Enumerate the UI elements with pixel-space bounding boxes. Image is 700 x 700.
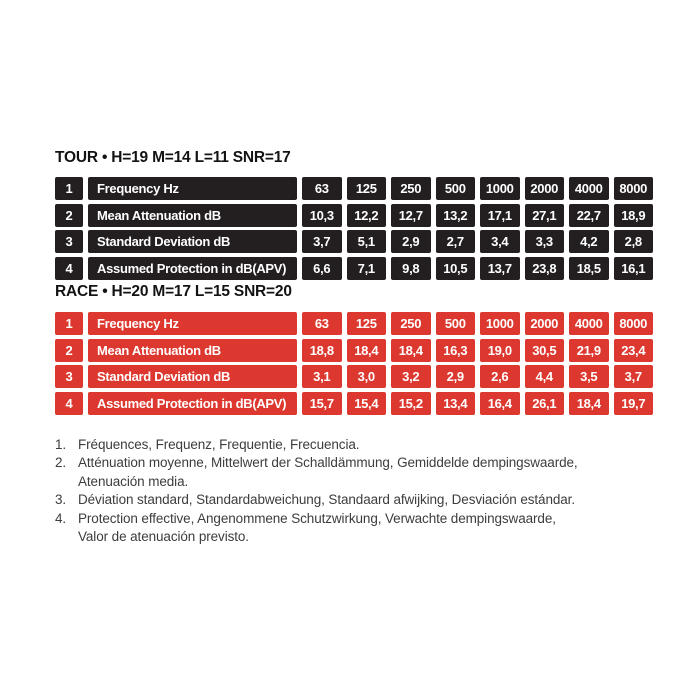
value-cell: 27,1	[525, 204, 565, 227]
table-row	[55, 365, 653, 388]
footnote	[55, 454, 653, 491]
table-row	[55, 204, 653, 227]
value-cell: 16,1	[614, 257, 654, 280]
value-cell: 10,5	[436, 257, 476, 280]
row-label-cell: Frequency Hz	[88, 177, 297, 200]
value-cell: 15,4	[347, 392, 387, 415]
value-cell: 18,4	[569, 392, 609, 415]
row-number-cell: 1	[55, 312, 83, 335]
value-cell: 125	[347, 177, 387, 200]
value-cell: 4000	[569, 312, 609, 335]
value-cell: 18,5	[569, 257, 609, 280]
value-cell: 2,7	[436, 230, 476, 253]
row-label-cell: Assumed Protection in dB(APV)	[88, 392, 297, 415]
row-number-cell: 2	[55, 204, 83, 227]
value-cell: 3,0	[347, 365, 387, 388]
value-cell: 18,8	[302, 339, 342, 362]
value-cell: 19,0	[480, 339, 520, 362]
value-cell: 2,8	[614, 230, 654, 253]
value-cell: 3,7	[302, 230, 342, 253]
value-cell: 63	[302, 312, 342, 335]
value-cell: 15,7	[302, 392, 342, 415]
footnote-number: 4.	[55, 510, 67, 526]
value-cell: 9,8	[391, 257, 431, 280]
row-label-cell: Standard Deviation dB	[88, 230, 297, 253]
value-cell: 8000	[614, 177, 654, 200]
value-cell: 250	[391, 177, 431, 200]
footnote-text: Fréquences, Frequenz, Frequentie, Frecuencia.	[78, 437, 360, 452]
value-cell: 18,4	[391, 339, 431, 362]
value-cell: 63	[302, 177, 342, 200]
tour-attenuation-table	[55, 177, 653, 280]
value-cell: 13,2	[436, 204, 476, 227]
value-cell: 6,6	[302, 257, 342, 280]
footnotes	[55, 436, 653, 546]
footnote	[55, 436, 653, 454]
value-cell: 16,3	[436, 339, 476, 362]
value-cell: 3,2	[391, 365, 431, 388]
value-cell: 3,3	[525, 230, 565, 253]
value-cell: 3,5	[569, 365, 609, 388]
value-cell: 10,3	[302, 204, 342, 227]
table-row	[55, 177, 653, 200]
tour-table-heading: TOUR • H=19 M=14 L=11 SNR=17	[55, 149, 291, 166]
row-number-cell: 4	[55, 257, 83, 280]
value-cell: 4,4	[525, 365, 565, 388]
row-number-cell: 4	[55, 392, 83, 415]
value-cell: 3,4	[480, 230, 520, 253]
row-label-cell: Frequency Hz	[88, 312, 297, 335]
value-cell: 2,9	[391, 230, 431, 253]
value-cell: 125	[347, 312, 387, 335]
value-cell: 7,1	[347, 257, 387, 280]
footnote-number: 1.	[55, 437, 67, 452]
value-cell: 4000	[569, 177, 609, 200]
value-cell: 1000	[480, 177, 520, 200]
footnote-text: Atténuation moyenne, Mittelwert der Schalldämmung, Gemiddelde dempingswaarde, Atenuación media.	[78, 455, 578, 489]
value-cell: 23,8	[525, 257, 565, 280]
value-cell: 13,7	[480, 257, 520, 280]
value-cell: 19,7	[614, 392, 654, 415]
value-cell: 26,1	[525, 392, 565, 415]
value-cell: 17,1	[480, 204, 520, 227]
value-cell: 2000	[525, 177, 565, 200]
value-cell: 18,4	[347, 339, 387, 362]
value-cell: 16,4	[480, 392, 520, 415]
race-table-heading: RACE • H=20 M=17 L=15 SNR=20	[55, 283, 292, 300]
row-label-cell: Mean Attenuation dB	[88, 204, 297, 227]
value-cell: 21,9	[569, 339, 609, 362]
row-number-cell: 2	[55, 339, 83, 362]
footnote-text: Protection effective, Angenommene Schutzwirkung, Verwachte dempingswaarde, Valor de atenuación previsto.	[78, 510, 556, 545]
value-cell: 1000	[480, 312, 520, 335]
footnote	[55, 510, 653, 547]
value-cell: 18,9	[614, 204, 654, 227]
value-cell: 8000	[614, 312, 654, 335]
value-cell: 5,1	[347, 230, 387, 253]
value-cell: 4,2	[569, 230, 609, 253]
value-cell: 3,1	[302, 365, 342, 388]
footnote	[55, 491, 653, 509]
row-label-cell: Standard Deviation dB	[88, 365, 297, 388]
table-row	[55, 257, 653, 280]
value-cell: 15,2	[391, 392, 431, 415]
table-row	[55, 392, 653, 415]
value-cell: 2,9	[436, 365, 476, 388]
footnote-number: 2.	[55, 455, 67, 471]
row-number-cell: 1	[55, 177, 83, 200]
value-cell: 22,7	[569, 204, 609, 227]
value-cell: 13,4	[436, 392, 476, 415]
value-cell: 500	[436, 312, 476, 335]
row-number-cell: 3	[55, 230, 83, 253]
table-row	[55, 339, 653, 362]
value-cell: 12,2	[347, 204, 387, 227]
row-label-cell: Assumed Protection in dB(APV)	[88, 257, 297, 280]
race-attenuation-table	[55, 312, 653, 415]
value-cell: 30,5	[525, 339, 565, 362]
value-cell: 2000	[525, 312, 565, 335]
value-cell: 23,4	[614, 339, 654, 362]
value-cell: 250	[391, 312, 431, 335]
value-cell: 12,7	[391, 204, 431, 227]
footnote-number: 3.	[55, 492, 67, 508]
row-label-cell: Mean Attenuation dB	[88, 339, 297, 362]
table-row	[55, 230, 653, 253]
table-row	[55, 312, 653, 335]
value-cell: 3,7	[614, 365, 654, 388]
footnote-text: Déviation standard, Standardabweichung, Standaard afwijking, Desviación estándar.	[78, 492, 575, 508]
value-cell: 2,6	[480, 365, 520, 388]
row-number-cell: 3	[55, 365, 83, 388]
value-cell: 500	[436, 177, 476, 200]
